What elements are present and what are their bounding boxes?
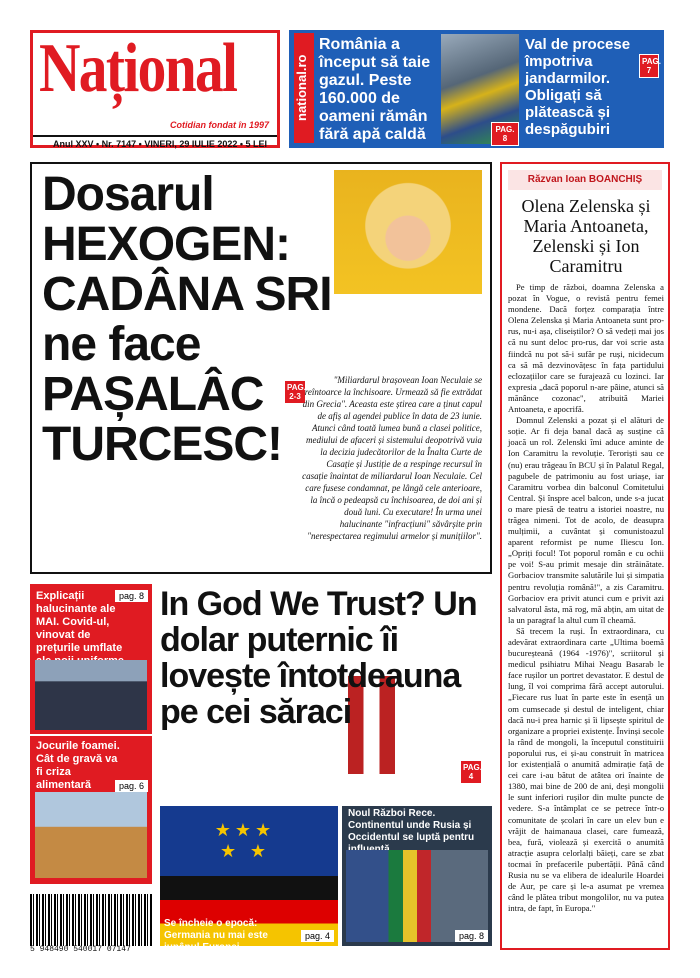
left-story-mai-text: Explicații halucinante ale MAI. Covid-ul, vinovat de prețurile umflate (36, 590, 123, 654)
second-headline[interactable]: In God We Trust? Un dolar puternic îi lovește întotdeauna pe cei săraci (160, 585, 477, 731)
left-story-mai[interactable] (30, 584, 152, 734)
editorial-author: Răzvan Ioan BOANCHIȘ (508, 170, 662, 190)
editorial-paragraph: Domnul Zelenski a pozat și el alături de soție. Ar fi deja banal dacă aș susține că joacă un rol. Zelenski îmi aduce aminte de Ion Caramitru la revoluție. Teroriști sau ce (nu) erau trăgeau în BCU și în Palatul Regal, pagubele de patrimoniu au fost uriașe, iar Caramitru vorbea din balconul Comitetului Central. Și înspre acel balcon, unde s-a jucat o mare piesă de teatru a istoriei noastre, nu trăgea nimeni. Tot de acolo, de deasupra mulțimii, a cuvântat și comunistoazul aparent reformist pe nume Iliescu Ion. „Opriți focul! Tot poporul român e cu ochii pe voi! S-au primit mesaje din străinătate. Gorbaciov transmite salutările lui și simpatia pentru revoluția română!", a zis Caramitru. Gorbaciov era privit atunci cum e privit azi salvatorul ăsta, mă rog, mă abțin, am uitat de la un paragraf la altul cum îl cheamă. (508, 415, 664, 625)
dateline: Anul XXV • Nr. 7147 • VINERI, 29 IULIE 2022 • 5 LEI (33, 135, 277, 149)
page-tag: pag. 4 (301, 930, 334, 942)
bottom-story-germany[interactable] (160, 806, 338, 953)
editorial-body (508, 282, 664, 914)
editorial-column (500, 162, 670, 950)
top-promo-banner (289, 30, 664, 148)
barcode-number: 5 948490 540017 07147 (30, 945, 131, 954)
main-story-body: "Miliardarul brașovean Ioan Neculaie se reîntoarce la închisoare. Urmează să fie extrădat din Grecia". Aceasta este știrea care a ținut capul de afiș al agendei publice în data de 23 iunie. Atunci când toată lumea bună a clasei politice, mediului de afaceri și sistemului deopotrivă vuia la decizia judecătorilor de la Înalta Curte de Casație și Justiție de a respinge recursul în casație înaintat de miliardarul Ioan Neculaie. Cel care fusese condamnat, pe lângă cele anterioare, la încă o pedeapsă cu închisoarea, de doi ani și două luni. Cu executare! În urma unei halucinante "infracțiuni" săvârșite prin "nerespectarea regimului armelor și munițiilor". (302, 375, 482, 541)
masthead (30, 30, 280, 148)
main-story (30, 162, 492, 574)
diplomats-photo (346, 850, 488, 942)
editorial-paragraph: Să trecem la ruși. În extraordinara, cu adevărat extraordinara carte „Ultima boemă bucureșteană (1964 -1976)", scriitorul și medicul psihiatru Mihai Neagu Basarab le face rușilor un portret devastator. E destul de lung, îl voi comprima fără accept autorului. „Fiecare rus luat în parte este în esență un om cumsecade și destul de inteligent, chiar dacă nu-i prea harnic și îi lipsește spiritul de organizare a propriei existențe. Învinși secole la rând de mongoli, la începutul constituirii poporului rus, ei și-au construit în matricea lor existențială o anumită admirație față de cei care i-au bătut de atâtea ori înainte de 1380, mai bine de 200 de ani, deși mongolii le sunt inferiori rușilor din multe puncte de vedere. S-a întâmplat ce se petrece într-o comunitate de școlari în care un elev bun e vrăjit de haimanaua clasei, care fumează, bea, fură, violează și exercită o anumită atracție asupra celorlalți băieți, care se zbat tocmai în prefacerile pubertății. Până când Rusia nu se va elibera de idealurile Hoardei de Aur, pe care și le-a asumat pe vremea când le plătea tribut mongolilor, nu va putea intra, de fapt, în Europa." (508, 625, 664, 914)
newspaper-logo[interactable]: Național (39, 30, 237, 107)
bottom-story-cold-war-text: Noul Război Rece. Continentul unde Rusia și Occidentul se luptă pentru (348, 808, 475, 843)
promo-story-gas[interactable]: România a început să taie gazul. Peste 160.000 de oameni rămân fără apă caldă (319, 36, 431, 143)
page-tag: pag. 8 (455, 930, 488, 942)
editorial-paragraph: Pe timp de război, doamna Zelenska a pozat în Vogue, o revistă pentru femei mondene. Dacă forțez comparația între Olena Zelenska și Maria Antoaneta sunt pro-rus, nu-i așa, cliseiștilor? O să vedeți mai jos că nu sunt deloc pro-rus, dar voi scrie asta fiindcă nu pot să-i sufăr pe ruși, nicidecum ca să mă dezvinovățesc în fața partidului eclozațiilor care se furajează cu lozinci. Iar expresia „dacă poporul n-are pâine, atunci să mănânce cozonac", atribuită Mariei Antoaneta, e apocrifă. (508, 282, 664, 415)
grain-port-photo (35, 792, 147, 878)
promo-story-gendarmes[interactable]: Val de procese împotriva jandarmilor. Obligați să plătească și despăgubiri (525, 36, 631, 138)
second-story (160, 586, 492, 786)
bottom-story-germany-text: Se încheie o epocă: Germania nu mai este jupânul Europei (164, 918, 268, 953)
main-photo (334, 170, 482, 294)
gendarmes-photo (35, 660, 147, 730)
bottom-story-cold-war[interactable] (342, 806, 492, 946)
site-url[interactable]: national.ro (294, 33, 314, 143)
left-story-food-text: Jocurile foamei. Cât de gravă va fi criza alimentară (36, 740, 120, 791)
left-column (30, 584, 152, 884)
main-headline[interactable]: Dosarul HEXOGEN: CADÂNA SRI ne face PAȘALÂC TURCESC! (42, 168, 332, 471)
page-tag: pag. 6 (115, 780, 148, 792)
tagline: Cotidian fondat în 1997 (169, 120, 269, 130)
editorial-title[interactable]: Olena Zelenska și Maria Antoaneta, Zelenski și Ion Caramitru (521, 196, 651, 276)
page-tag: PAG. 8 (491, 122, 519, 146)
barcode (30, 894, 152, 946)
page-tag: pag. 8 (115, 590, 148, 602)
page-tag: PAG. 4 (460, 760, 482, 784)
page-tag: PAG. 2-3 (284, 380, 306, 404)
left-story-food[interactable] (30, 736, 152, 884)
eu-stars-icon: ★★★ ★ ★ (214, 820, 276, 862)
promo-photo (441, 34, 519, 144)
page-tag: PAG. 7 (639, 54, 659, 78)
